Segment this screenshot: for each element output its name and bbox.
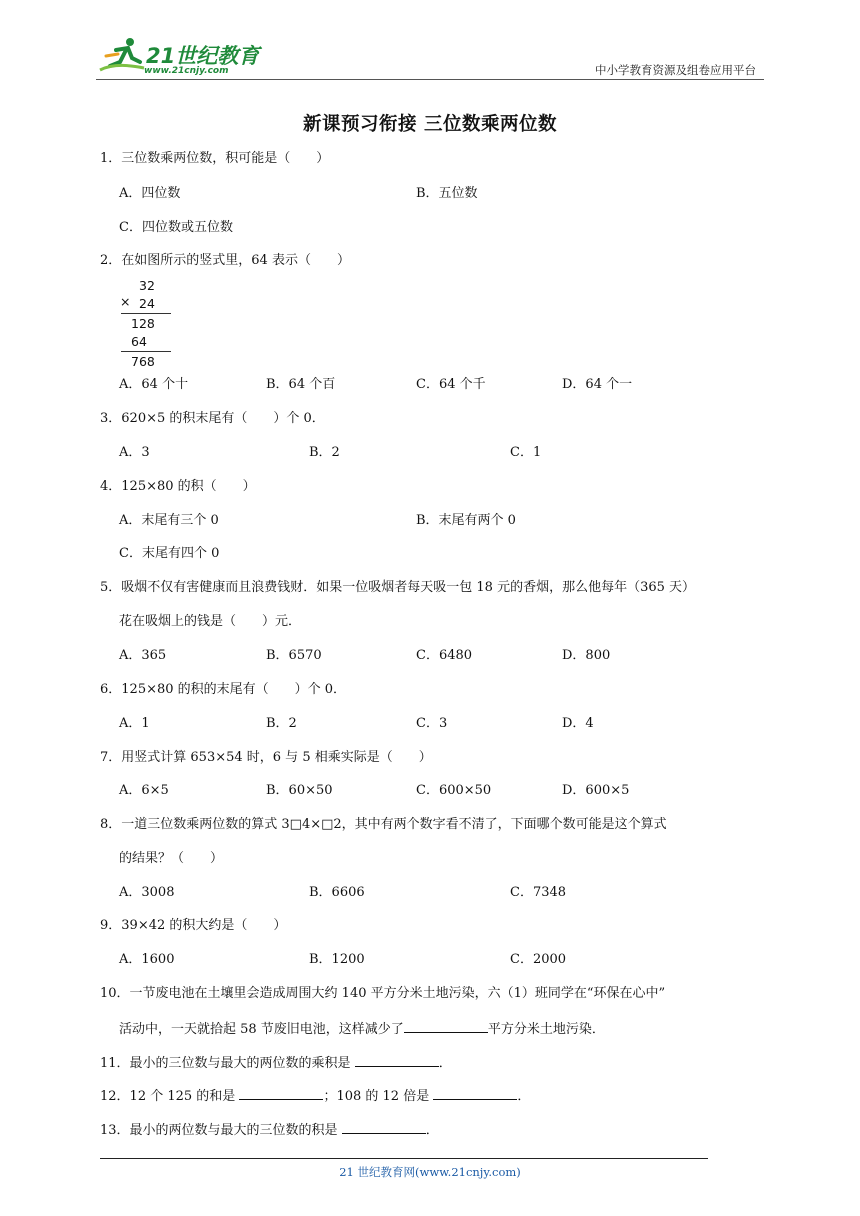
- answer-blank[interactable]: [355, 1053, 439, 1067]
- question-7-option-a: A．6×5: [119, 783, 169, 798]
- answer-blank[interactable]: [342, 1120, 426, 1134]
- question-5-option-b: B．6570: [266, 648, 322, 663]
- question-2-option-d: D．64 个一: [562, 377, 633, 392]
- site-logo[interactable]: [96, 36, 266, 76]
- calc-rule-1: [121, 313, 171, 314]
- question-10-stem-line-2: [119, 1019, 605, 1039]
- question-8-option-a: A．3008: [119, 885, 175, 900]
- question-10-text-a: 活动中，一天就拾起 58 节废旧电池，这样减少了: [119, 1022, 404, 1037]
- question-12-text-b: ；108 的 12 倍是: [323, 1089, 430, 1104]
- question-4-option-b: B．末尾有两个 0: [416, 513, 516, 528]
- vertical-multiplication-figure: [117, 276, 177, 371]
- question-3-option-b: B．2: [309, 445, 340, 460]
- logo-url: www.21cnjy.com: [144, 66, 229, 76]
- logo-text: 21世纪教育: [146, 44, 260, 68]
- question-1-stem: 1．三位数乘两位数，积可能是（ ）: [100, 151, 330, 166]
- question-11-stem: [100, 1053, 452, 1073]
- question-12-text-c: ．: [517, 1089, 531, 1104]
- question-12-text-a: 12．12 个 125 的和是: [100, 1089, 236, 1104]
- question-9-stem: 9．39×42 的积大约是（ ）: [100, 918, 287, 933]
- question-1-option-a: A．四位数: [119, 186, 181, 201]
- question-5-option-a: A．365: [119, 648, 167, 663]
- question-11-text-b: ．: [438, 1056, 452, 1071]
- question-7-option-c: C．600×50: [416, 783, 492, 798]
- platform-name: 中小学教育资源及组卷应用平台: [595, 63, 756, 77]
- question-5-option-d: D．800: [562, 648, 611, 663]
- question-8-option-b: B．6606: [309, 885, 365, 900]
- question-6-option-d: D．4: [562, 716, 594, 731]
- question-13-text-a: 13．最小的两位数与最大的三位数的积是: [100, 1123, 338, 1138]
- page-title: 新课预习衔接 三位数乘两位数: [303, 114, 557, 135]
- question-7-stem: 7．用竖式计算 653×54 时，6 与 5 相乘实际是（ ）: [100, 750, 432, 765]
- calc-partial-1: 128: [131, 316, 155, 331]
- question-8-stem-line-1: 8．一道三位数乘两位数的算式 3□4×□2，其中有两个数字看不清了，下面哪个数可能是这个算式: [100, 817, 667, 832]
- question-8-stem-line-2: 的结果？（ ）: [119, 851, 224, 866]
- question-1-option-c: C．四位数或五位数: [119, 220, 233, 235]
- question-4-option-a: A．末尾有三个 0: [119, 513, 219, 528]
- question-4-stem: 4．125×80 的积（ ）: [100, 479, 256, 494]
- question-5-option-c: C．6480: [416, 648, 473, 663]
- question-9-option-c: C．2000: [510, 952, 567, 967]
- question-2-stem: 2．在如图所示的竖式里，64 表示（ ）: [100, 253, 350, 268]
- question-5-stem-line-2: 花在吸烟上的钱是（ ）元．: [119, 614, 302, 629]
- footer-divider: [100, 1158, 708, 1159]
- runner-logo-icon: [96, 36, 148, 76]
- question-6-option-c: C．3: [416, 716, 448, 731]
- calc-top: 32: [139, 278, 155, 293]
- question-7-option-b: B．60×50: [266, 783, 333, 798]
- question-3-stem: 3．620×5 的积末尾有（ ）个 0．: [100, 411, 325, 426]
- question-4-option-c: C．末尾有四个 0: [119, 546, 220, 561]
- question-13-stem: [100, 1120, 439, 1140]
- question-9-option-b: B．1200: [309, 952, 365, 967]
- question-2-option-b: B．64 个百: [266, 377, 336, 392]
- question-9-option-a: A．1600: [119, 952, 175, 967]
- answer-blank[interactable]: [404, 1019, 488, 1033]
- calc-multiplier: 24: [139, 296, 155, 311]
- question-6-option-b: B．2: [266, 716, 297, 731]
- question-12-stem: [100, 1086, 530, 1106]
- calc-partial-2: 64: [131, 334, 147, 349]
- question-6-stem: 6．125×80 的积的末尾有（ ）个 0．: [100, 682, 347, 697]
- question-2-option-c: C．64 个千: [416, 377, 486, 392]
- page-footer[interactable]: 21 世纪教育网(www.21cnjy.com): [339, 1165, 521, 1179]
- question-8-option-c: C．7348: [510, 885, 567, 900]
- page-header: [96, 30, 764, 80]
- question-1-option-b: B．五位数: [416, 186, 478, 201]
- question-10-stem-line-1: 10．一节废电池在土壤里会造成周围大约 140 平方分米土地污染，六（1）班同学在“环保在心中”: [100, 986, 666, 1001]
- answer-blank[interactable]: [239, 1086, 323, 1100]
- question-2-option-a: A．64 个十: [119, 377, 189, 392]
- calc-mul-sign: ×: [120, 294, 131, 309]
- question-13-text-b: ．: [425, 1123, 439, 1138]
- question-10-text-b: 平方分米土地污染．: [487, 1022, 605, 1037]
- calc-result: 768: [131, 354, 155, 369]
- calc-rule-2: [121, 351, 171, 352]
- question-11-text-a: 11．最小的三位数与最大的两位数的乘积是: [100, 1056, 351, 1071]
- question-3-option-a: A．3: [119, 445, 150, 460]
- question-5-stem-line-1: 5．吸烟不仅有害健康而且浪费钱财．如果一位吸烟者每天吸一包 18 元的香烟，那么他每年（365 天）: [100, 580, 696, 595]
- question-7-option-d: D．600×5: [562, 783, 630, 798]
- question-3-option-c: C．1: [510, 445, 542, 460]
- answer-blank[interactable]: [433, 1086, 517, 1100]
- question-6-option-a: A．1: [119, 716, 150, 731]
